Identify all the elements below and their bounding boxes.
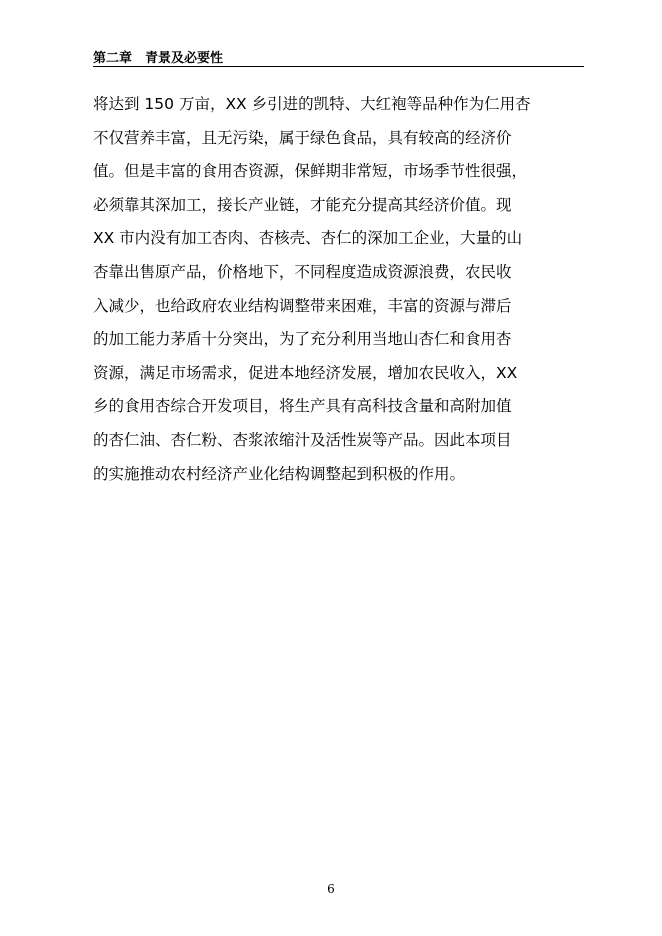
paragraph-line: 资源，满足市场需求，促进本地经济发展，增加农民收入，XX	[93, 363, 518, 382]
page-header	[93, 45, 584, 67]
paragraph-line: 的杏仁油、杏仁粉、杏浆浓缩汁及活性炭等产品。因此本项目	[93, 430, 512, 449]
chapter-title: 第二章 青景及必要性	[93, 51, 224, 66]
paragraph-line: XX 市内没有加工杏肉、杏核壳、杏仁的深加工企业，大量的山	[93, 229, 523, 248]
paragraph-line: 杏靠出售原产品，价格地下，不同程度造成资源浪费，农民收	[93, 262, 512, 281]
paragraph-line: 将达到 150 万亩，XX 乡引进的凯特、大红袍等品种作为仁用杏	[93, 95, 531, 113]
paragraph-line: 必须靠其深加工，接长产业链，才能充分提高其经济价值。现	[93, 195, 512, 214]
page-number: 6	[327, 882, 335, 896]
paragraph-line: 不仅营养丰富，且无污染，属于绿色食品，具有较高的经济价	[93, 128, 512, 147]
paragraph-line: 入减少，也给政府农业结构调整带来困难，丰富的资源与滞后	[93, 296, 512, 315]
paragraph-line: 乡的食用杏综合开发项目，将生产具有高科技含量和高附加值	[93, 397, 512, 416]
body-paragraph	[93, 88, 593, 491]
paragraph-line: 的实施推动农村经济产业化结构调整起到积极的作用。	[93, 464, 466, 483]
paragraph-line: 值。但是丰富的食用杏资源，保鲜期非常短，市场季节性很强，	[93, 162, 528, 181]
paragraph-line: 的加工能力茅盾十分突出，为了充分利用当地山杏仁和食用杏	[93, 330, 512, 349]
